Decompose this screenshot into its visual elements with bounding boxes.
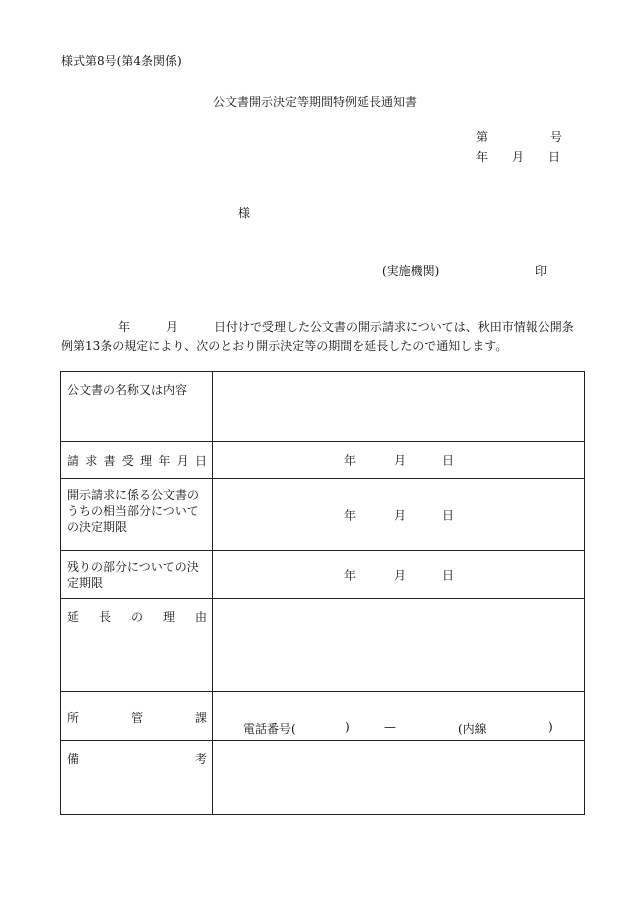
department-field[interactable] — [213, 692, 585, 741]
partial-deadline-day: 日 — [442, 508, 455, 522]
remaining-deadline-label: 残りの部分についての決定期限 — [61, 551, 213, 599]
phone-dash: — — [384, 720, 396, 734]
extension-close: ) — [548, 720, 553, 734]
department-label — [61, 692, 213, 741]
phone-number-line — [243, 720, 584, 736]
request-date-field[interactable] — [213, 442, 585, 479]
document-name-field[interactable] — [213, 372, 585, 442]
request-date-label-char: 月 — [176, 454, 189, 468]
doc-number-prefix: 第 — [476, 130, 489, 144]
body-year: 年 — [118, 320, 131, 334]
row-document-name — [61, 372, 585, 442]
request-date-label-char: 請 — [67, 454, 80, 468]
request-date-label-char: 求 — [85, 454, 98, 468]
extension-reason-field[interactable] — [213, 599, 585, 692]
remaining-deadline-year: 年 — [344, 568, 357, 582]
partial-deadline-month: 月 — [394, 508, 407, 522]
extension-reason-label-char: 理 — [162, 610, 175, 624]
notice-table — [60, 371, 585, 815]
request-date-year: 年 — [344, 453, 357, 468]
document-title: 公文書開示決定等期間特例延長通知書 — [212, 95, 417, 109]
remaining-deadline-month: 月 — [394, 568, 407, 582]
request-date-label-text — [67, 453, 207, 469]
request-date-label — [61, 442, 213, 479]
issue-date-year: 年 — [476, 150, 489, 164]
doc-number-suffix: 号 — [550, 130, 563, 144]
agency-label: (実施機関) — [382, 264, 440, 278]
extension-label: (内線 — [458, 722, 487, 736]
department-label-char: 管 — [130, 711, 143, 725]
body-text: 日付けで受理した公文書の開示請求については、秋田市情報公開条例第13条の規定により、次のとおり開示決定等の期間を延長したので通知します。 — [61, 320, 574, 353]
remaining-deadline-day: 日 — [442, 568, 455, 582]
row-remarks — [61, 741, 585, 815]
body-month: 月 — [166, 320, 179, 334]
seal-mark: 印 — [535, 264, 548, 278]
request-date-label-char: 日 — [194, 454, 207, 468]
remarks-label-char: 備 — [67, 752, 80, 766]
partial-deadline-field[interactable] — [213, 479, 585, 551]
extension-reason-label-char: 由 — [194, 610, 207, 624]
request-date-month: 月 — [394, 453, 407, 468]
department-label-char: 課 — [194, 711, 207, 725]
row-remaining-deadline — [61, 551, 585, 599]
partial-deadline-year: 年 — [344, 508, 357, 522]
extension-reason-label-char: 延 — [67, 610, 80, 624]
issue-date-day: 日 — [548, 150, 561, 164]
phone-label: 電話番号( — [243, 722, 296, 736]
extension-reason-label-char: 長 — [98, 610, 111, 624]
remaining-deadline-field[interactable] — [213, 551, 585, 599]
row-extension-reason — [61, 599, 585, 692]
recipient-honorific: 様 — [238, 206, 251, 220]
request-date-label-char: 書 — [103, 454, 116, 468]
issue-date-month: 月 — [512, 150, 525, 164]
form-number: 様式第8号(第4条関係) — [61, 54, 182, 68]
remarks-field[interactable] — [213, 741, 585, 815]
partial-deadline-label: 開示請求に係る公文書のうちの相当部分についての決定期限 — [61, 479, 213, 551]
phone-close: ) — [345, 720, 350, 734]
request-date-label-char: 受 — [121, 454, 134, 468]
document-name-label: 公文書の名称又は内容 — [61, 372, 213, 442]
remarks-label — [61, 741, 213, 815]
notice-body — [61, 318, 576, 356]
extension-reason-label — [61, 599, 213, 692]
remarks-label-char: 考 — [194, 752, 207, 766]
request-date-label-char: 年 — [158, 454, 171, 468]
row-request-date — [61, 442, 585, 479]
extension-reason-label-char: の — [130, 610, 143, 624]
department-label-char: 所 — [67, 711, 80, 725]
request-date-day: 日 — [442, 453, 455, 468]
request-date-label-char: 理 — [140, 454, 153, 468]
row-department — [61, 692, 585, 741]
row-partial-deadline — [61, 479, 585, 551]
